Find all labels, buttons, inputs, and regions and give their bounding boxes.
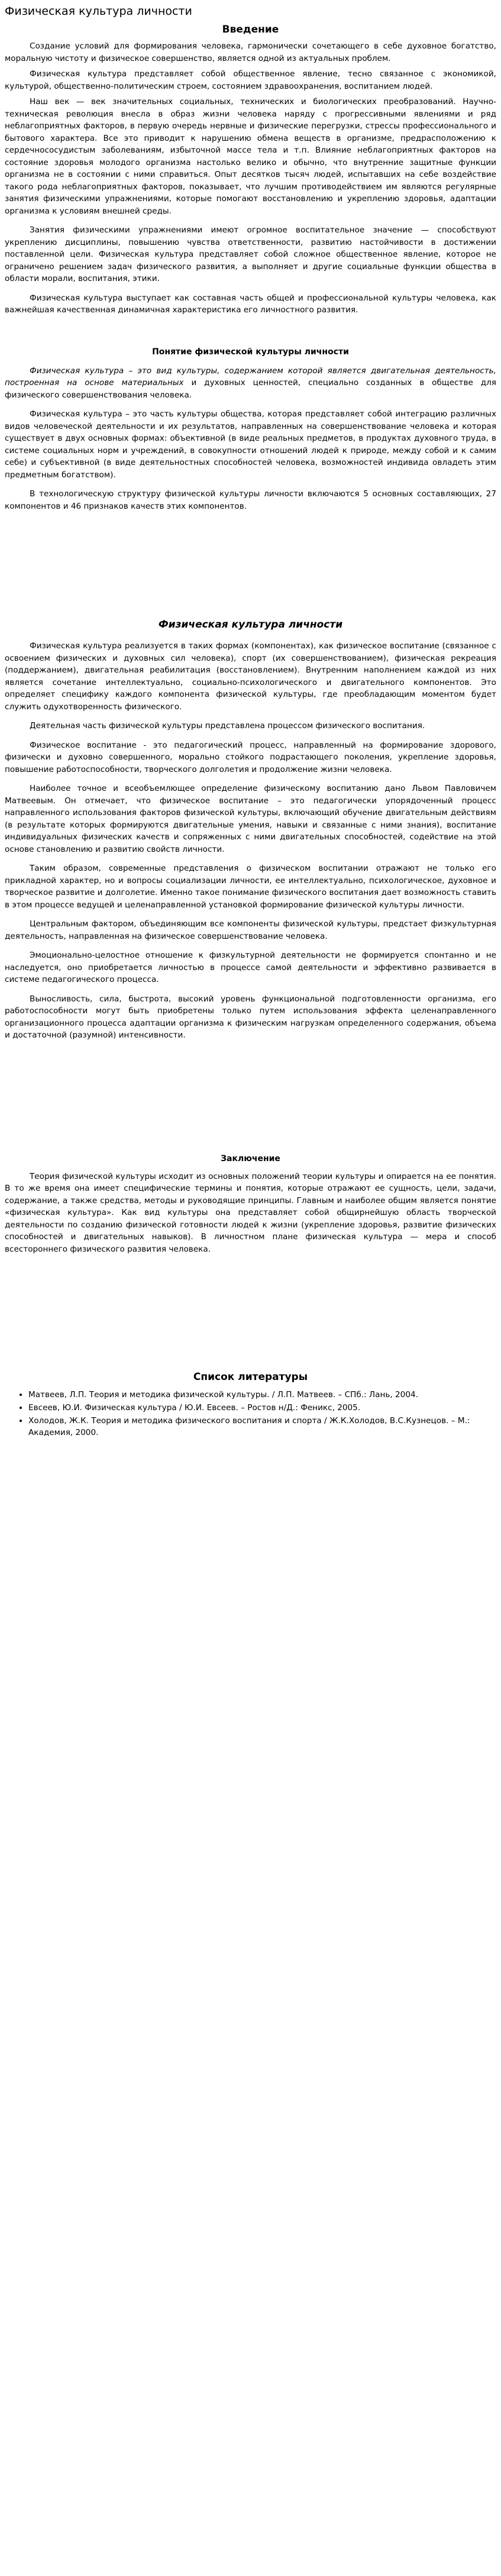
intro-paragraph-4: Занятия физическими упражнениями имеют огромное воспитательное значение — способствуют укреплению дисциплины, повышению чувства ответственности, развитию настойчивости в достижении поставленной цели. Физическая культура представляет собой сложное общественное явление, которое не ограничено решением задач физического развития, а выполняет и другие социальные функции общества в области морали, воспитания, этики. xyxy=(5,225,496,283)
references-heading: Список литературы xyxy=(193,1371,308,1383)
physical-paragraph-3: Физическое воспитание - это педагогический процесс, направленный на формирование здорового, физически и духовно совершенного, морально стойкого подрастающего поколения, укрепление здоровья, повышение работоспособности, творческого долголетия и продолжение жизни человека. xyxy=(5,740,496,774)
concept-definition-rest: и духовных ценностей, специально созданных в обществе для физического совершенствования человека. xyxy=(5,378,496,400)
reference-item-3: • Холодов, Ж.К. Теория и методика физического воспитания и спорта / Ж.К.Холодов, В.С.Кузнецов. – М.: Академия, 2000. xyxy=(28,1415,496,1439)
conclusion-heading: Заключение xyxy=(221,1153,280,1163)
references-list xyxy=(5,1389,496,1439)
physical-paragraph-8: Выносливость, сила, быстрота, высокий уровень функциональной подготовленности организма, его работоспособности могут быть приобретены только путем использования эффекта целенаправленного организационного процесса адаптации организма к физическим нагрузкам определенного содержания, объема и достаточной (разумной) интенсивности. xyxy=(5,994,496,1040)
physical-paragraph-7: Эмоционально-целостное отношение к физкультурной деятельности не формируется спонтанно и не наследуется, оно приобретается личностью в процессе самой деятельности и эффективно развивается в системе педагогического процесса. xyxy=(5,951,496,984)
concept-heading: Понятие физической культуры личности xyxy=(152,347,349,357)
concept-paragraph-3: В технологическую структуру физической культуры личности включаются 5 основных составляющих, 27 компонентов и 46 признаков качеств этих компонентов. xyxy=(5,489,496,511)
physical-heading: Физическая культура личности xyxy=(158,619,343,631)
conclusion-paragraph: Теория физической культуры исходит из основных положений теории культуры и опирается на ее понятия. В то же время она имеет специфические термины и понятия, которые отражают ее сущность, цели, задачи, содержание, а также средства, методы и руководящие принципы. Главным и наиболее общим является понятие «физическая культура». Как вид культуры она представляет собой общирнейшую область творческой деятельности по созданию физической готовности людей к жизни (укрепление здоровья, развитие физических способностей и двигательных навыков). В личностном плане физическая культура — мера и способ всестороннего физического развития человека. xyxy=(5,1171,496,1254)
concept-section xyxy=(5,347,496,513)
conclusion-section xyxy=(5,1154,496,1256)
physical-paragraph-2: Деятельная часть физической культуры представлена процессом физического воспитания. xyxy=(30,721,425,731)
reference-item-2: • Евсеев, Ю.И. Физическая культура / Ю.И. Евсеев. – Ростов н/Д.: Феникс, 2005. xyxy=(28,1402,496,1414)
physical-paragraph-4: Наиболее точное и всеобъемлющее определение физическому воспитанию дано Львом Павловичем Матвеевым. Он отмечает, что физическое воспитание – это педагогически упорядоченный процесс направленного использования факторов физической культуры, включающий обучение двигательным действиям (в результате которых формируются двигательные умения, навыки и связанные с ними знания), воспитание индивидуальных физических качеств и сопряженных с ними двигательных способностей, содействие на этой основе становлению и развитию свойств личности. xyxy=(5,784,496,854)
references-section xyxy=(5,1371,496,1439)
concept-paragraph-2: Физическая культура – это часть культуры общества, которая представляет собой интеграцию различных видов человеческой деятельности и их результатов, направленных на совершенствование человека и которая существует в двух основных формах: объективной (в виде реальных предметов, в продуктах духовного труда, в системе социальных норм и учреждений, в совокупности отношений людей к природе, между собой и к самим себе) и субъективной (в виде деятельностных способностей человека, возможностей индивида овладеть этим предметным богатством). xyxy=(5,409,496,480)
concept-paragraph-1 xyxy=(5,365,496,402)
document-title: Физическая культура личности xyxy=(5,5,192,18)
physical-paragraph-1: Физическая культура реализуется в таких формах (компонентах), как физическое воспитание (связанное с освоением физических и духовных сил человека), спорт (их совершенствованием), физическая рекреация (поддержанием), двигательная реабилитация (восстановлением). Внутренним наполнением каждой из них является сочетание интеллектуально, социально-психологического и двигательного компонентов. Это определяет специфику каждого компонента физической культуры, где преобладающим моментом будет служить одухотворенность физического. xyxy=(5,641,496,712)
intro-section xyxy=(5,24,496,316)
physical-paragraph-6: Центральным фактором, объединяющим все компоненты физической культуры, предстает физкультурная деятельность, направленная на физическое совершенствование человека. xyxy=(5,919,496,941)
intro-paragraph-1: Создание условий для формирования человека, гармонически сочетающего в себе духовное богатство, моральную чистоту и физическое совершенство, является одной из актуальных проблем. xyxy=(5,41,496,63)
reference-item-1: • Матвеев, Л.П. Теория и методика физической культуры. / Л.П. Матвеев. – СПб.: Лань, 2004. xyxy=(28,1389,496,1401)
physical-paragraph-5: Таким образом, современные представления о физическом воспитании отражают не только его прикладной характер, но и вопросы социализации личности, ее интеллектуально, психологическое, духовное и творческое развитие и долголетие. Именно такое понимание физического воспитания дает возможность ставить в этом процессе ведущей и целенаправленной установкой формирование физической культуры личности. xyxy=(5,864,496,910)
intro-paragraph-2: Физическая культура представляет собой общественное явление, тесно связанное с экономикой, культурой, общественно-политическим строем, состоянием здравоохранения, воспитанием людей. xyxy=(5,69,496,91)
intro-paragraph-5: Физическая культура выступает как составная часть общей и профессиональной культуры человека, как важнейшая качественная динамичная характеристика его личностного развития. xyxy=(5,293,496,315)
concept-definition-italic: Физическая культура – это вид культуры, содержанием которой является двигательная деятельность, построенная на основе материальных xyxy=(5,366,496,387)
physical-section xyxy=(5,619,496,1042)
intro-heading: Введение xyxy=(222,24,279,35)
intro-paragraph-3: Наш век — век значительных социальных, технических и биологических преобразований. Научно-техническая революция внесла в образ жизни человека наряду с прогрессивными явлениями и ряд неблагоприятных факторов, в первую очередь нервные и физические перегрузки, стрессы профессионального и бытового характера. Все это приводит к нарушению обмена веществ в организме, предрасположению к сердечнососудистым заболеваниям, избыточной массе тела и т.п. Влияние неблагоприятных факторов на состояние здоровья молодого организма настолько велико и обычно, что внутренние защитные функции организма не в состоянии с ними справиться. Опыт десятков тысяч людей, испытавших на себе воздействие такого рода неблагоприятных факторов, показывает, что лучшим противодействием им являются регулярные занятия физическими упражнениями, которые помогают восстановлению и укреплению здоровья, адаптации организма к условиям внешней среды. xyxy=(5,97,496,216)
